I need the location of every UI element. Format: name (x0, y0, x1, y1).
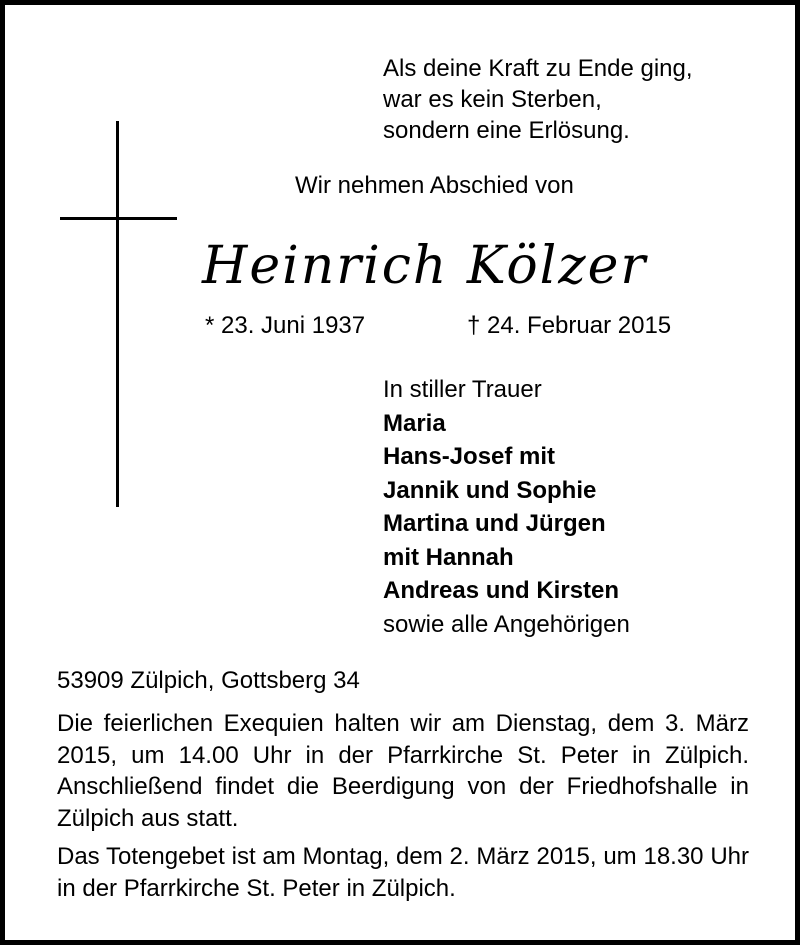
mourner-name: Hans-Josef mit (383, 443, 556, 470)
verse-line: war es kein Sterben, (383, 86, 602, 113)
mourner-name: mit Hannah (383, 543, 514, 571)
verse-line: Als deine Kraft zu Ende ging, (383, 55, 693, 82)
address: 53909 Zülpich, Gottsberg 34 (57, 667, 360, 694)
mourner-name: Maria (383, 409, 446, 437)
funeral-info-paragraph: Die feierlichen Exequien halten wir am Dienstag, dem 3. März 2015, um 14.00 Uhr in der Pfarrkirche St. Peter in Zülpich. Anschließend findet die Beerdigung von der Friedhofshalle in Zülpich aus statt. (57, 710, 749, 832)
cross-icon-bar (60, 217, 177, 220)
mourner-name: Jannik und Sophie (383, 476, 597, 504)
verse-line: sondern eine Erlösung. (383, 117, 630, 144)
verse (383, 53, 693, 146)
deceased-name: Heinrich Kölzer (202, 236, 648, 296)
mourner-name: Andreas und Kirsten (383, 577, 620, 604)
death-date: † 24. Februar 2015 (467, 312, 672, 339)
mourners-footer: sowie alle Angehörigen (383, 610, 630, 638)
cross-icon (116, 121, 119, 507)
mourner-name: Martina und Jürgen (383, 510, 606, 537)
prayer-info-paragraph: Das Totengebet ist am Montag, dem 2. März 2015, um 18.30 Uhr in der Pfarrkirche St. Peter in Zülpich. (57, 843, 749, 902)
intro-text: Wir nehmen Abschied von (295, 172, 574, 199)
mourners-list (383, 373, 630, 641)
birth-date: * 23. Juni 1937 (205, 312, 366, 339)
mourners-heading: In stiller Trauer (383, 376, 542, 403)
